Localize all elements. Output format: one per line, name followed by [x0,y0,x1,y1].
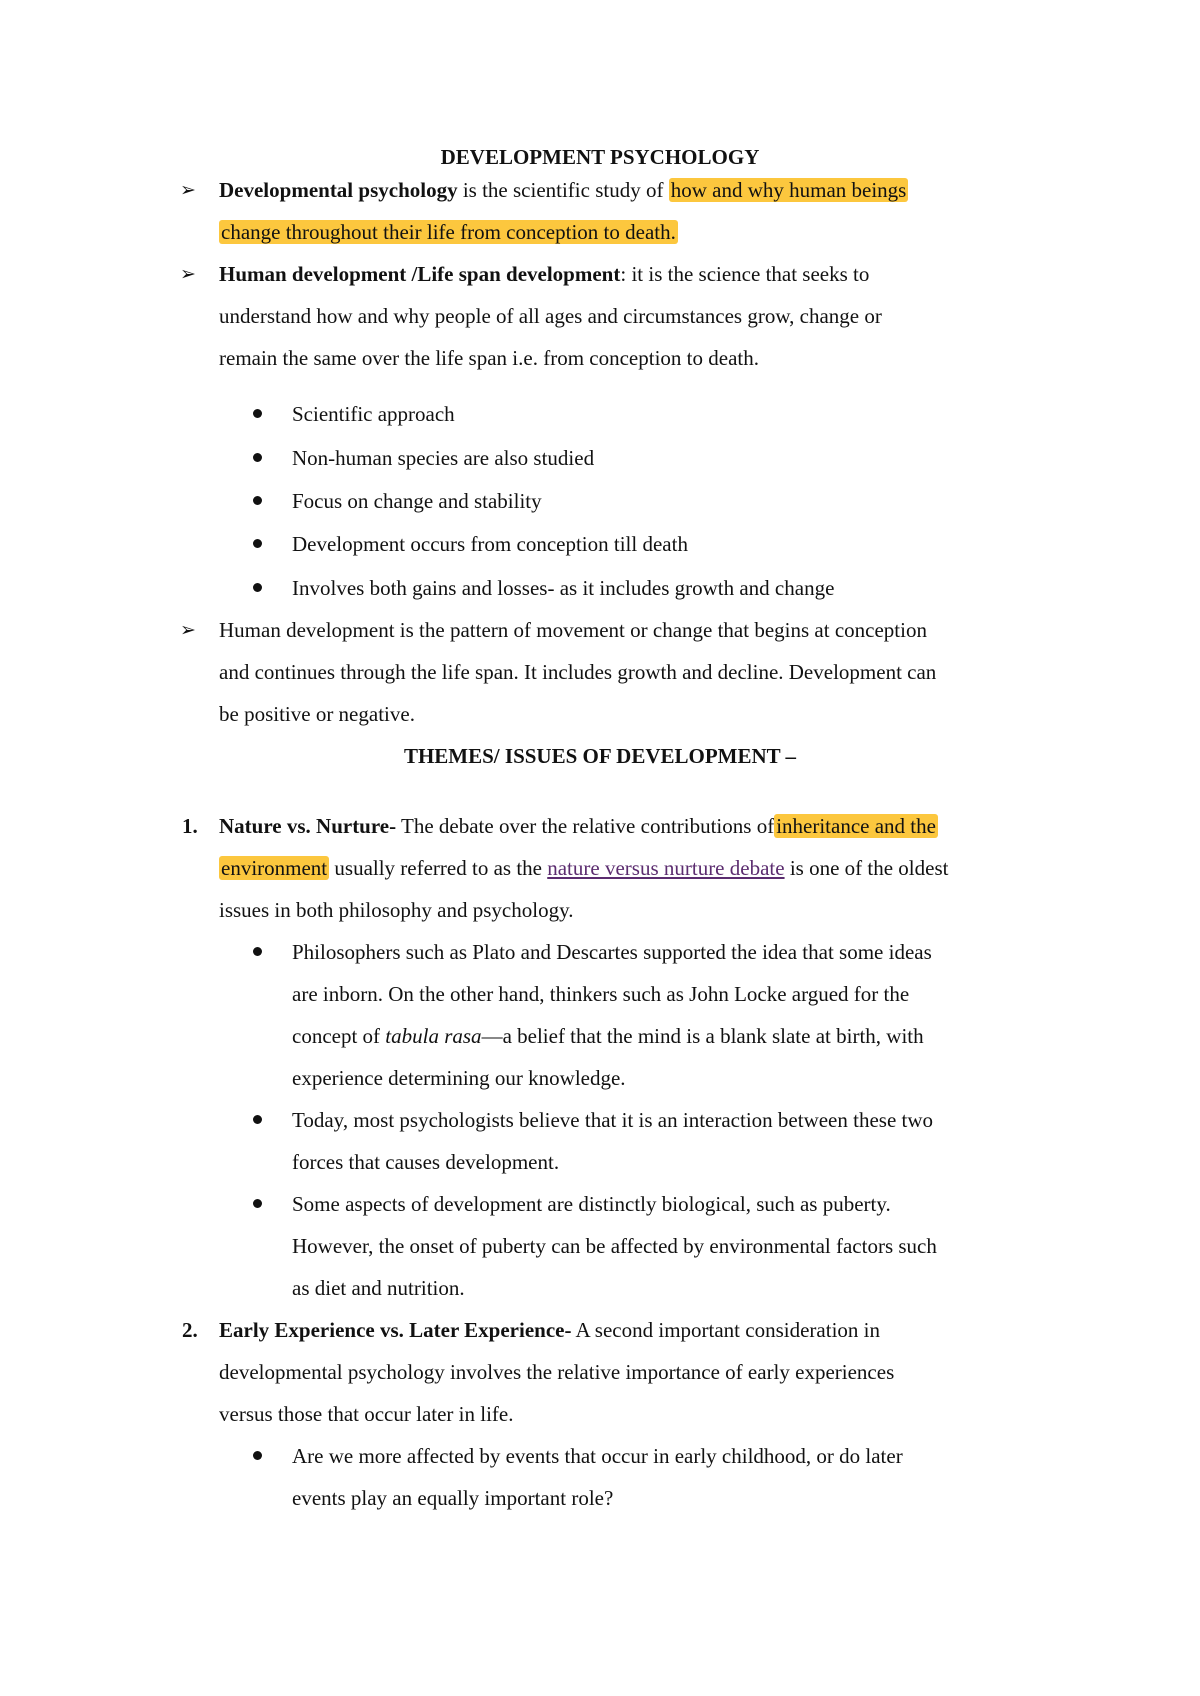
themes-heading: THEMES/ ISSUES OF DEVELOPMENT – [403,744,797,768]
issue-1-line-2 [219,854,948,882]
bullet-dot-icon [253,583,262,592]
intro-p1-text: is the scientific study of [457,178,669,202]
issue-2-line-2: developmental psychology involves the relative importance of early experiences [219,1360,895,1384]
italic-term: tabula rasa [385,1024,482,1048]
list-item: Development occurs from conception till death [292,532,688,556]
arrow-bullet-icon: ➢ [180,263,196,285]
term-developmental-psychology: Developmental psychology [219,178,458,202]
arrow-bullet-icon: ➢ [180,179,196,201]
intro-paragraph-3-line-2: and continues through the life span. It includes growth and decline. Development can [219,660,937,684]
issue-2-line-1 [219,1316,880,1344]
list-item-continuation [292,1022,924,1050]
issue-1-bullet-text: —a belief that the mind is a blank slate at birth, with [481,1024,924,1048]
issue-1-text: The debate over the relative contributions of [396,814,775,838]
intro-paragraph-3-line-1: Human development is the pattern of movement or change that begins at conception [219,618,927,642]
list-item: Today, most psychologists believe that it is an interaction between these two [292,1108,934,1132]
bullet-dot-icon [253,539,262,548]
list-item-continuation: However, the onset of puberty can be affected by environmental factors such [292,1234,937,1258]
list-item: Scientific approach [292,402,455,426]
issue-2-line-3: versus those that occur later in life. [219,1402,514,1426]
arrow-bullet-icon: ➢ [180,619,196,641]
issue-1-text: is one of the oldest [784,856,949,880]
list-number: 1. [182,814,198,838]
bullet-dot-icon [253,1115,262,1124]
list-item-continuation: as diet and nutrition. [292,1276,465,1300]
intro-paragraph-3-line-3: be positive or negative. [219,702,415,726]
intro-p2-text: : it is the science that seeks to [620,262,870,286]
term-early-vs-later-experience: Early Experience vs. Later Experience- [219,1318,572,1342]
list-number: 2. [182,1318,198,1342]
list-item: Involves both gains and losses- as it includes growth and change [292,576,835,600]
issue-1-line-3: issues in both philosophy and psychology. [219,898,574,922]
highlight-text: inheritance and the [776,814,936,838]
page-title: DEVELOPMENT PSYCHOLOGY [440,145,760,169]
bullet-dot-icon [253,496,262,505]
issue-1-text: usually referred to as the [329,856,548,880]
issue-2-text: A second important consideration in [571,1318,880,1342]
intro-paragraph-2-line-3: remain the same over the life span i.e. from conception to death. [219,346,759,370]
bullet-dot-icon [253,947,262,956]
term-human-development: Human development /Life span development [219,262,621,286]
issue-1-bullet-text: concept of [292,1024,386,1048]
highlight-text: environment [221,856,328,880]
intro-paragraph-2-line-1 [219,260,869,288]
list-item: Non-human species are also studied [292,446,595,470]
intro-paragraph-2-line-2: understand how and why people of all ages and circumstances grow, change or [219,304,882,328]
list-item: Some aspects of development are distinctly biological, such as puberty. [292,1192,891,1216]
bullet-dot-icon [253,1451,262,1460]
list-item-continuation: are inborn. On the other hand, thinkers such as John Locke argued for the [292,982,910,1006]
list-item: Philosophers such as Plato and Descartes supported the idea that some ideas [292,940,932,964]
term-nature-vs-nurture: Nature vs. Nurture- [219,814,397,838]
list-item-continuation: forces that causes development. [292,1150,560,1174]
highlight-text: how and why human beings [670,178,907,202]
list-item-continuation: experience determining our knowledge. [292,1066,626,1090]
bullet-dot-icon [253,409,262,418]
intro-paragraph-1-line-2 [219,218,678,246]
list-item: Are we more affected by events that occur in early childhood, or do later [292,1444,903,1468]
nature-nurture-debate-link[interactable]: nature versus nurture debate [547,856,785,880]
list-item: Focus on change and stability [292,489,542,513]
intro-paragraph-1-line-1 [219,176,908,204]
bullet-dot-icon [253,453,262,462]
bullet-dot-icon [253,1199,262,1208]
list-item-continuation: events play an equally important role? [292,1486,614,1510]
issue-1-line-1 [219,812,938,840]
highlight-text: change throughout their life from conception to death. [221,220,676,244]
